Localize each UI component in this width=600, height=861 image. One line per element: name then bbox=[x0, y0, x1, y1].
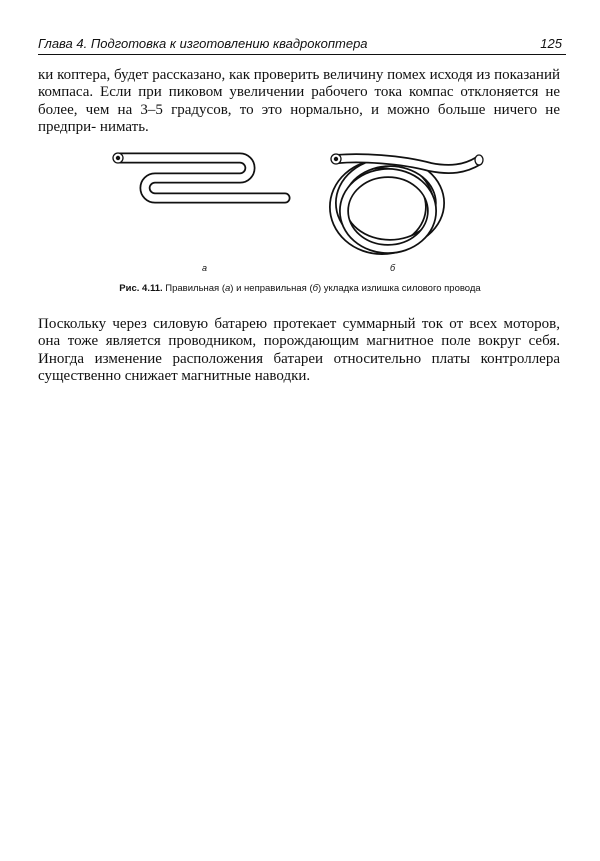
caption-ref-a: а bbox=[225, 283, 231, 294]
coiled-wire-drawing bbox=[331, 154, 483, 250]
figure-caption bbox=[40, 283, 560, 294]
caption-number: Рис. 4.11. bbox=[119, 283, 163, 294]
sublabel-b: б bbox=[390, 263, 396, 273]
text-line: ки коптера, будет рассказано, как проверить величину помех исходя из показаний bbox=[38, 67, 560, 83]
text-line: снижает магнитные наводки. bbox=[124, 368, 311, 385]
text-line: нимать. bbox=[99, 119, 149, 136]
caption-text: ) и неправильная ( bbox=[230, 283, 313, 294]
chapter-title: Глава 4. Подготовка к изготовлению квадрокоптера bbox=[38, 36, 368, 51]
caption-ref-b: б bbox=[312, 283, 318, 294]
caption-text: ) укладка излишка силового провода bbox=[317, 283, 481, 294]
text-line: компаса. Если при пиковом увеличении рабочего тока компас отклоняется не bbox=[38, 84, 560, 101]
text-line: тоже является проводником, порождающим магнитное поле вокруг себя. Иногда bbox=[38, 333, 561, 367]
text-line: изменение расположения батареи относительно платы контроллера существенно bbox=[38, 350, 560, 385]
folded-wire-drawing bbox=[113, 153, 285, 198]
paragraph-1 bbox=[38, 67, 560, 137]
page-number: 125 bbox=[540, 36, 562, 51]
sublabel-a: а bbox=[202, 263, 208, 273]
text-line: более, чем на 3–5 градусов, то это нормально, и можно больше ничего не предпри- bbox=[38, 101, 560, 136]
running-header bbox=[38, 34, 566, 55]
figure-4-11 bbox=[100, 145, 510, 280]
text-line: Поскольку через силовую батарею протекает суммарный ток от всех моторов, она bbox=[38, 316, 560, 350]
caption-text: Правильная ( bbox=[162, 283, 225, 294]
paragraph-2 bbox=[38, 316, 560, 386]
wire-illustration bbox=[100, 145, 510, 280]
